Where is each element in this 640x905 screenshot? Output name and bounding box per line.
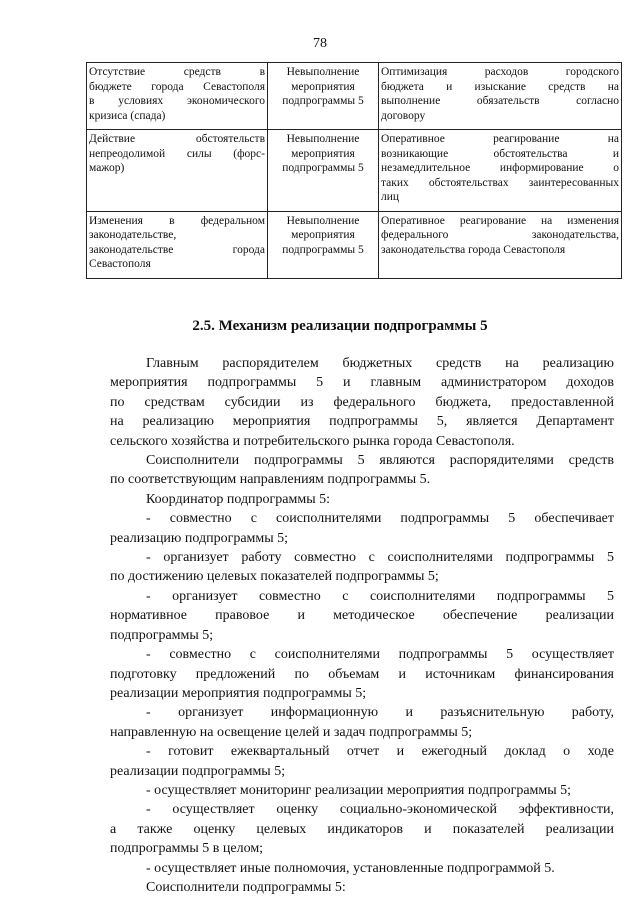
paragraph [110, 878, 614, 897]
text-line: - организует работу совместно с соисполнителями подпрограммы 5 [146, 550, 614, 566]
table-row [87, 211, 622, 278]
text-line: мероприятия подпрограммы 5 и главным администратором доходов [110, 375, 614, 391]
text-line: реализацию подпрограммы 5; [110, 530, 289, 546]
page-number: 78 [313, 36, 327, 51]
text-line: - готовит ежеквартальный отчет и ежегодный доклад о ходе [146, 744, 614, 760]
cell-line: мероприятия [291, 80, 355, 93]
text-line: сельского хозяйства и потребительского рынка города Севастополя. [110, 433, 515, 449]
paragraph [110, 781, 614, 800]
text-line: - организует совместно с соисполнителями подпрограммы 5 [146, 588, 614, 604]
cell-line: Оперативное реагирование на изменения [381, 214, 619, 227]
text-line: Соисполнители подпрограммы 5: [146, 879, 346, 895]
cell-line: подпрограммы 5 [282, 162, 364, 174]
risk-cell [87, 211, 268, 278]
paragraph [110, 451, 614, 490]
cell-line: Севастополя [89, 258, 151, 270]
cell-line: таких обстоятельствах заинтересованных [381, 176, 619, 189]
measures-cell [379, 63, 622, 130]
cell-line: договору [381, 109, 426, 122]
cell-line: Отсутствие средств в [89, 66, 265, 78]
cell-line: мероприятия [291, 147, 355, 160]
cell-line: законодательстве города [89, 243, 265, 256]
cell-line: возникающие обстоятельства и [381, 147, 619, 160]
cell-line: кризиса (спада) [89, 109, 166, 122]
cell-line: Изменения в федеральном [89, 214, 265, 227]
risk-cell [87, 63, 268, 130]
text-line: - организует информационную и разъяснительную работу, [146, 705, 614, 721]
text-line: - осуществляет иные полномочия, установленные подпрограммой 5. [146, 860, 555, 876]
paragraph [110, 354, 614, 451]
text-line: по достижению целевых показателей подпрограммы 5; [110, 569, 439, 585]
risk-table [86, 62, 622, 279]
consequence-cell [268, 211, 379, 278]
cell-line: Оперативное реагирование на [381, 133, 619, 145]
text-line: подпрограммы 5; [110, 627, 214, 643]
paragraph [110, 587, 614, 645]
paragraph [110, 509, 614, 548]
text-line: Главным распорядителем бюджетных средств на реализацию [146, 356, 614, 371]
text-line: Координатор подпрограммы 5: [146, 491, 331, 507]
cell-line: мероприятия [291, 229, 355, 241]
text-line: направленную на освещение целей и задач подпрограммы 5; [110, 724, 473, 740]
text-line: нормативное правовое и методическое обеспечение реализации [110, 608, 614, 624]
paragraph [110, 645, 614, 703]
consequence-cell [268, 63, 379, 130]
paragraph [110, 800, 614, 858]
cell-line: федерального законодательства, [381, 229, 619, 241]
risk-cell [87, 130, 268, 212]
text-line: по соответствующим направлениям подпрограммы 5. [110, 472, 431, 488]
cell-line: Оптимизация расходов городского [381, 66, 619, 78]
paragraph [110, 703, 614, 742]
table-row [87, 63, 622, 130]
cell-line: подпрограммы 5 [282, 243, 364, 256]
cell-line: мажор) [89, 162, 125, 174]
text-line: - совместно с соисполнителями подпрограммы 5 обеспечивает [146, 511, 614, 527]
cell-line: бюджете города Севастополя [89, 80, 265, 93]
text-line: подпрограммы 5 в целом; [110, 841, 264, 857]
table-row [87, 130, 622, 212]
consequence-cell [268, 130, 379, 212]
paragraph [110, 548, 614, 587]
measures-cell [379, 130, 622, 212]
text-line: - осуществляет мониторинг реализации мероприятия подпрограммы 5; [146, 782, 572, 798]
cell-line: Действие обстоятельств [89, 133, 265, 145]
cell-line: законодательстве, [89, 229, 177, 241]
cell-line: подпрограммы 5 [282, 95, 364, 107]
text-line: - совместно с соисполнителями подпрограммы 5 осуществляет [146, 647, 614, 663]
cell-line: выполнение обязательств согласно [381, 95, 619, 107]
cell-line: непреодолимой силы (форс- [89, 147, 265, 160]
text-line: а также оценку целевых индикаторов и показателей реализации [110, 821, 614, 837]
paragraph [110, 859, 614, 878]
text-line: - осуществляет оценку социально-экономической эффективности, [146, 802, 614, 818]
text-line: Соисполнители подпрограммы 5 являются распорядителями средств [146, 453, 614, 469]
cell-line: бюджета и изыскание средств на [381, 80, 619, 93]
text-line: реализации подпрограммы 5; [110, 763, 286, 779]
text-line: реализации мероприятия подпрограммы 5; [110, 685, 367, 701]
measures-cell [379, 211, 622, 278]
text-line: на реализацию мероприятия подпрограммы 5, является Департамент [110, 414, 614, 430]
cell-line: в условиях экономического [89, 95, 265, 107]
section-title: 2.5. Механизм реализации подпрограммы 5 [192, 318, 488, 334]
cell-line: незамедлительное информирование о [381, 162, 619, 174]
text-line: подготовку предложений по объемам и источникам финансирования [110, 666, 614, 682]
body-text [110, 354, 614, 897]
cell-line: законодательства города Севастополя [381, 243, 566, 256]
cell-line: лиц [381, 191, 400, 203]
text-line: по средствам субсидии из федерального бюджета, предоставленной [110, 394, 614, 410]
cell-line: Невыполнение [286, 66, 360, 78]
paragraph [110, 742, 614, 781]
paragraph [110, 490, 614, 509]
cell-line: Невыполнение [286, 133, 360, 145]
cell-line: Невыполнение [286, 214, 360, 227]
